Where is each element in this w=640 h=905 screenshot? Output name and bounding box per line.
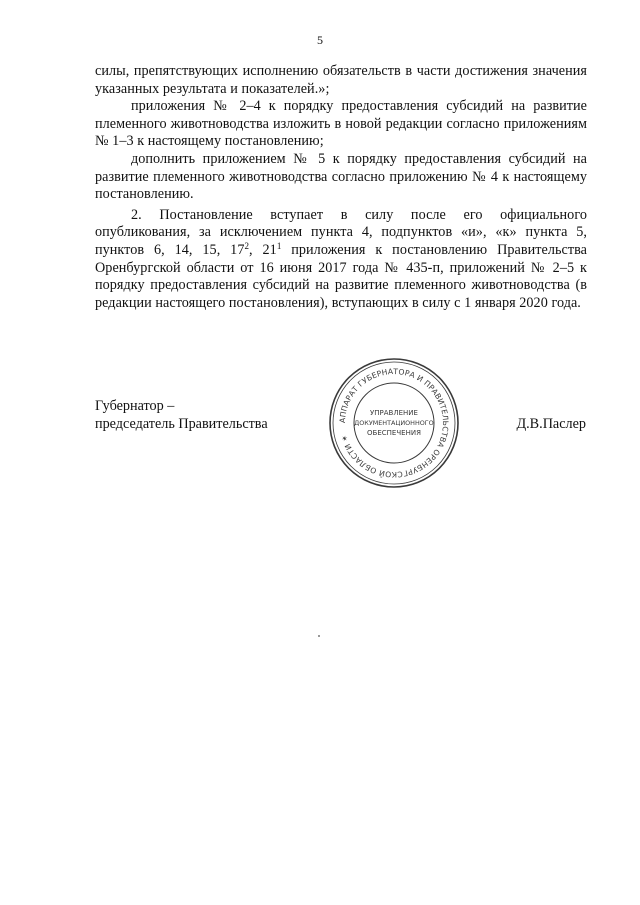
page-number: 5 <box>317 33 323 47</box>
seal-center-line-2: ДОКУМЕНТАЦИОННОГО <box>354 419 434 427</box>
superscript-2: 1 <box>276 240 282 251</box>
paragraph-4 <box>95 207 587 313</box>
official-seal <box>327 356 461 490</box>
seal-ring-text: АППАРАТ ГУБЕРНАТОРА И ПРАВИТЕЛЬСТВА ОРЕНБУРГСКОЙ ОБЛАСТИ ✶ <box>337 366 451 480</box>
paragraph-2: приложения № 2–4 к порядку предоставления субсидий на развитие племенного животноводства изложить в новой редакции согласно приложениям № 1–3 к настоящему постановлению; <box>95 98 587 150</box>
scan-speck <box>318 635 320 637</box>
seal-center-line-3: ОБЕСПЕЧЕНИЯ <box>367 429 421 437</box>
signatory-title <box>95 397 268 433</box>
signatory-name: Д.В.Паслер <box>516 416 586 432</box>
paragraph-1: силы, препятствующих исполнению обязательств в части достижения значения указанных результата и показателей.»; <box>95 63 587 97</box>
signatory-title-line-2: председатель Правительства <box>95 416 268 432</box>
document-body <box>95 63 587 312</box>
seal-center-line-1: УПРАВЛЕНИЕ <box>370 409 418 417</box>
superscript-1: 2 <box>244 240 250 251</box>
paragraph-4-part-3: приложения к постановлению Правительства Оренбургской области от 16 июня 2017 года № 435-п, приложений № 2–5 к порядку предоставления субсидий на развитие племенного животноводства (в редакции настоящего постановления), вступающих в силу с 1 января 2020 года. <box>95 241 588 311</box>
paragraph-4-part-2: , 21 <box>249 241 277 258</box>
paragraph-4-part-1: 2. Постановление вступает в силу после его официального опубликования, за исключением пункта 4, подпунктов «и», «к» пункта 5, пунктов 6, 14, 15, 17 <box>95 206 587 258</box>
paragraph-3: дополнить приложением № 5 к порядку предоставления субсидий на развитие племенного животноводства согласно приложению № 4 к настоящему постановлению. <box>95 150 587 203</box>
signatory-title-line-1: Губернатор – <box>95 398 175 414</box>
seal-graphic <box>327 356 461 490</box>
